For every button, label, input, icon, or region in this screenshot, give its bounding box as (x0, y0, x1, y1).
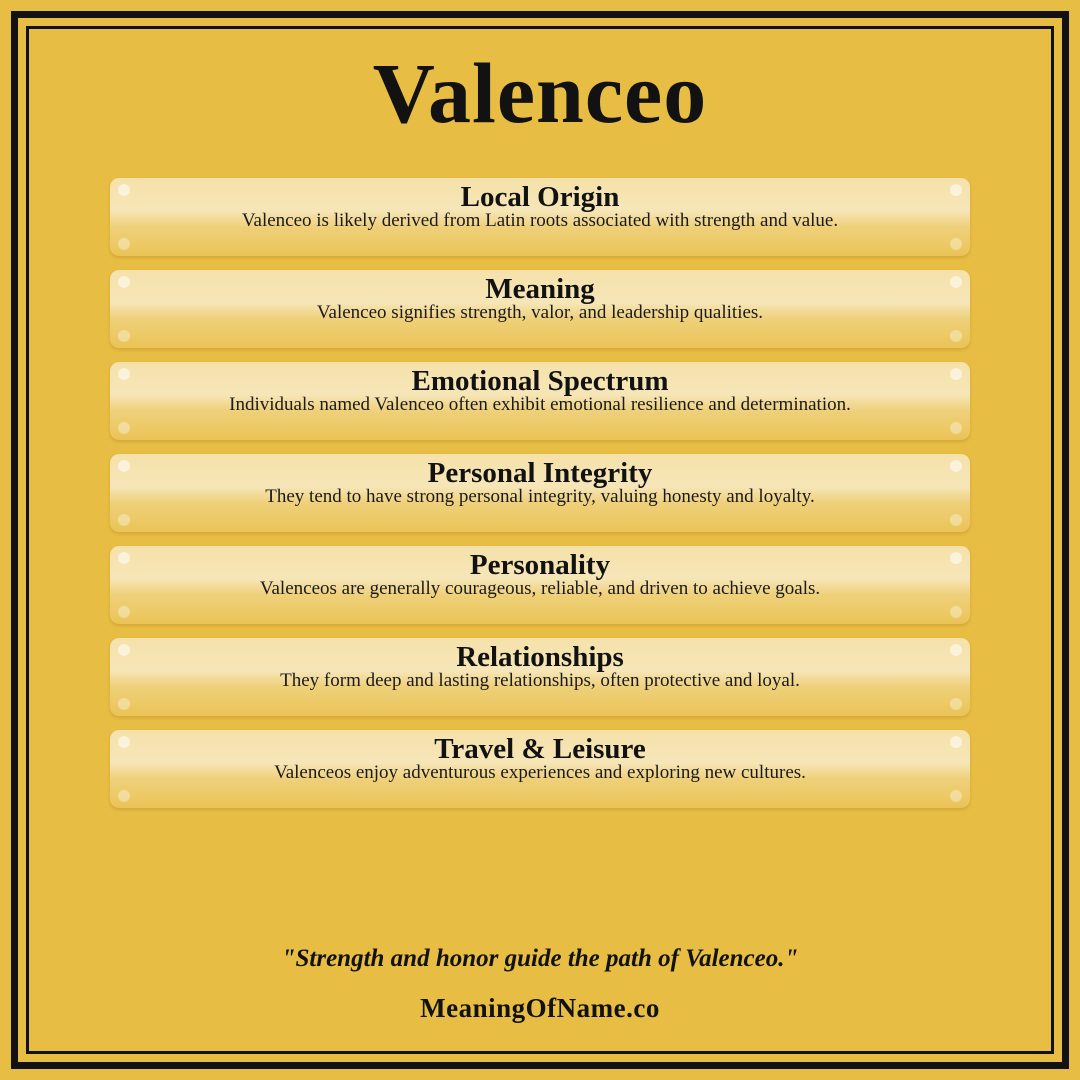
quote-text: "Strength and honor guide the path of Valenceo." (281, 945, 799, 972)
section-title: Emotional Spectrum (411, 365, 669, 398)
list-item (110, 178, 970, 256)
section-title: Relationships (456, 641, 624, 674)
card-corner-dots (110, 238, 970, 250)
page-title: Valenceo (372, 45, 708, 141)
section-description: Valenceos enjoy adventurous experiences and exploring new cultures. (274, 761, 806, 783)
list-item (110, 638, 970, 716)
card-corner-dots (110, 422, 970, 434)
list-item (110, 362, 970, 440)
section-description: They form deep and lasting relationships, often protective and loyal. (280, 669, 800, 691)
section-description: Valenceo is likely derived from Latin roots associated with strength and value. (241, 209, 839, 231)
section-title: Personality (469, 549, 611, 582)
section-description: Valenceo signifies strength, valor, and leadership qualities. (316, 301, 764, 323)
section-title: Meaning (485, 273, 595, 306)
poster-content (40, 30, 1040, 1050)
card-corner-dots (110, 514, 970, 526)
list-item (110, 546, 970, 624)
list-item (110, 270, 970, 348)
card-corner-dots (110, 698, 970, 710)
brand-name: MeaningOfName.co (420, 993, 660, 1023)
section-title: Local Origin (460, 181, 620, 214)
section-list (110, 178, 970, 822)
card-corner-dots (110, 606, 970, 618)
list-item (110, 730, 970, 808)
card-corner-dots (110, 790, 970, 802)
section-title: Travel & Leisure (434, 733, 646, 766)
section-title: Personal Integrity (427, 457, 653, 490)
section-description: Individuals named Valenceo often exhibit emotional resilience and determination. (229, 393, 851, 415)
card-corner-dots (110, 330, 970, 342)
section-description: Valenceos are generally courageous, reliable, and driven to achieve goals. (259, 577, 821, 599)
section-description: They tend to have strong personal integrity, valuing honesty and loyalty. (265, 485, 815, 507)
list-item (110, 454, 970, 532)
footer (40, 945, 1040, 1050)
